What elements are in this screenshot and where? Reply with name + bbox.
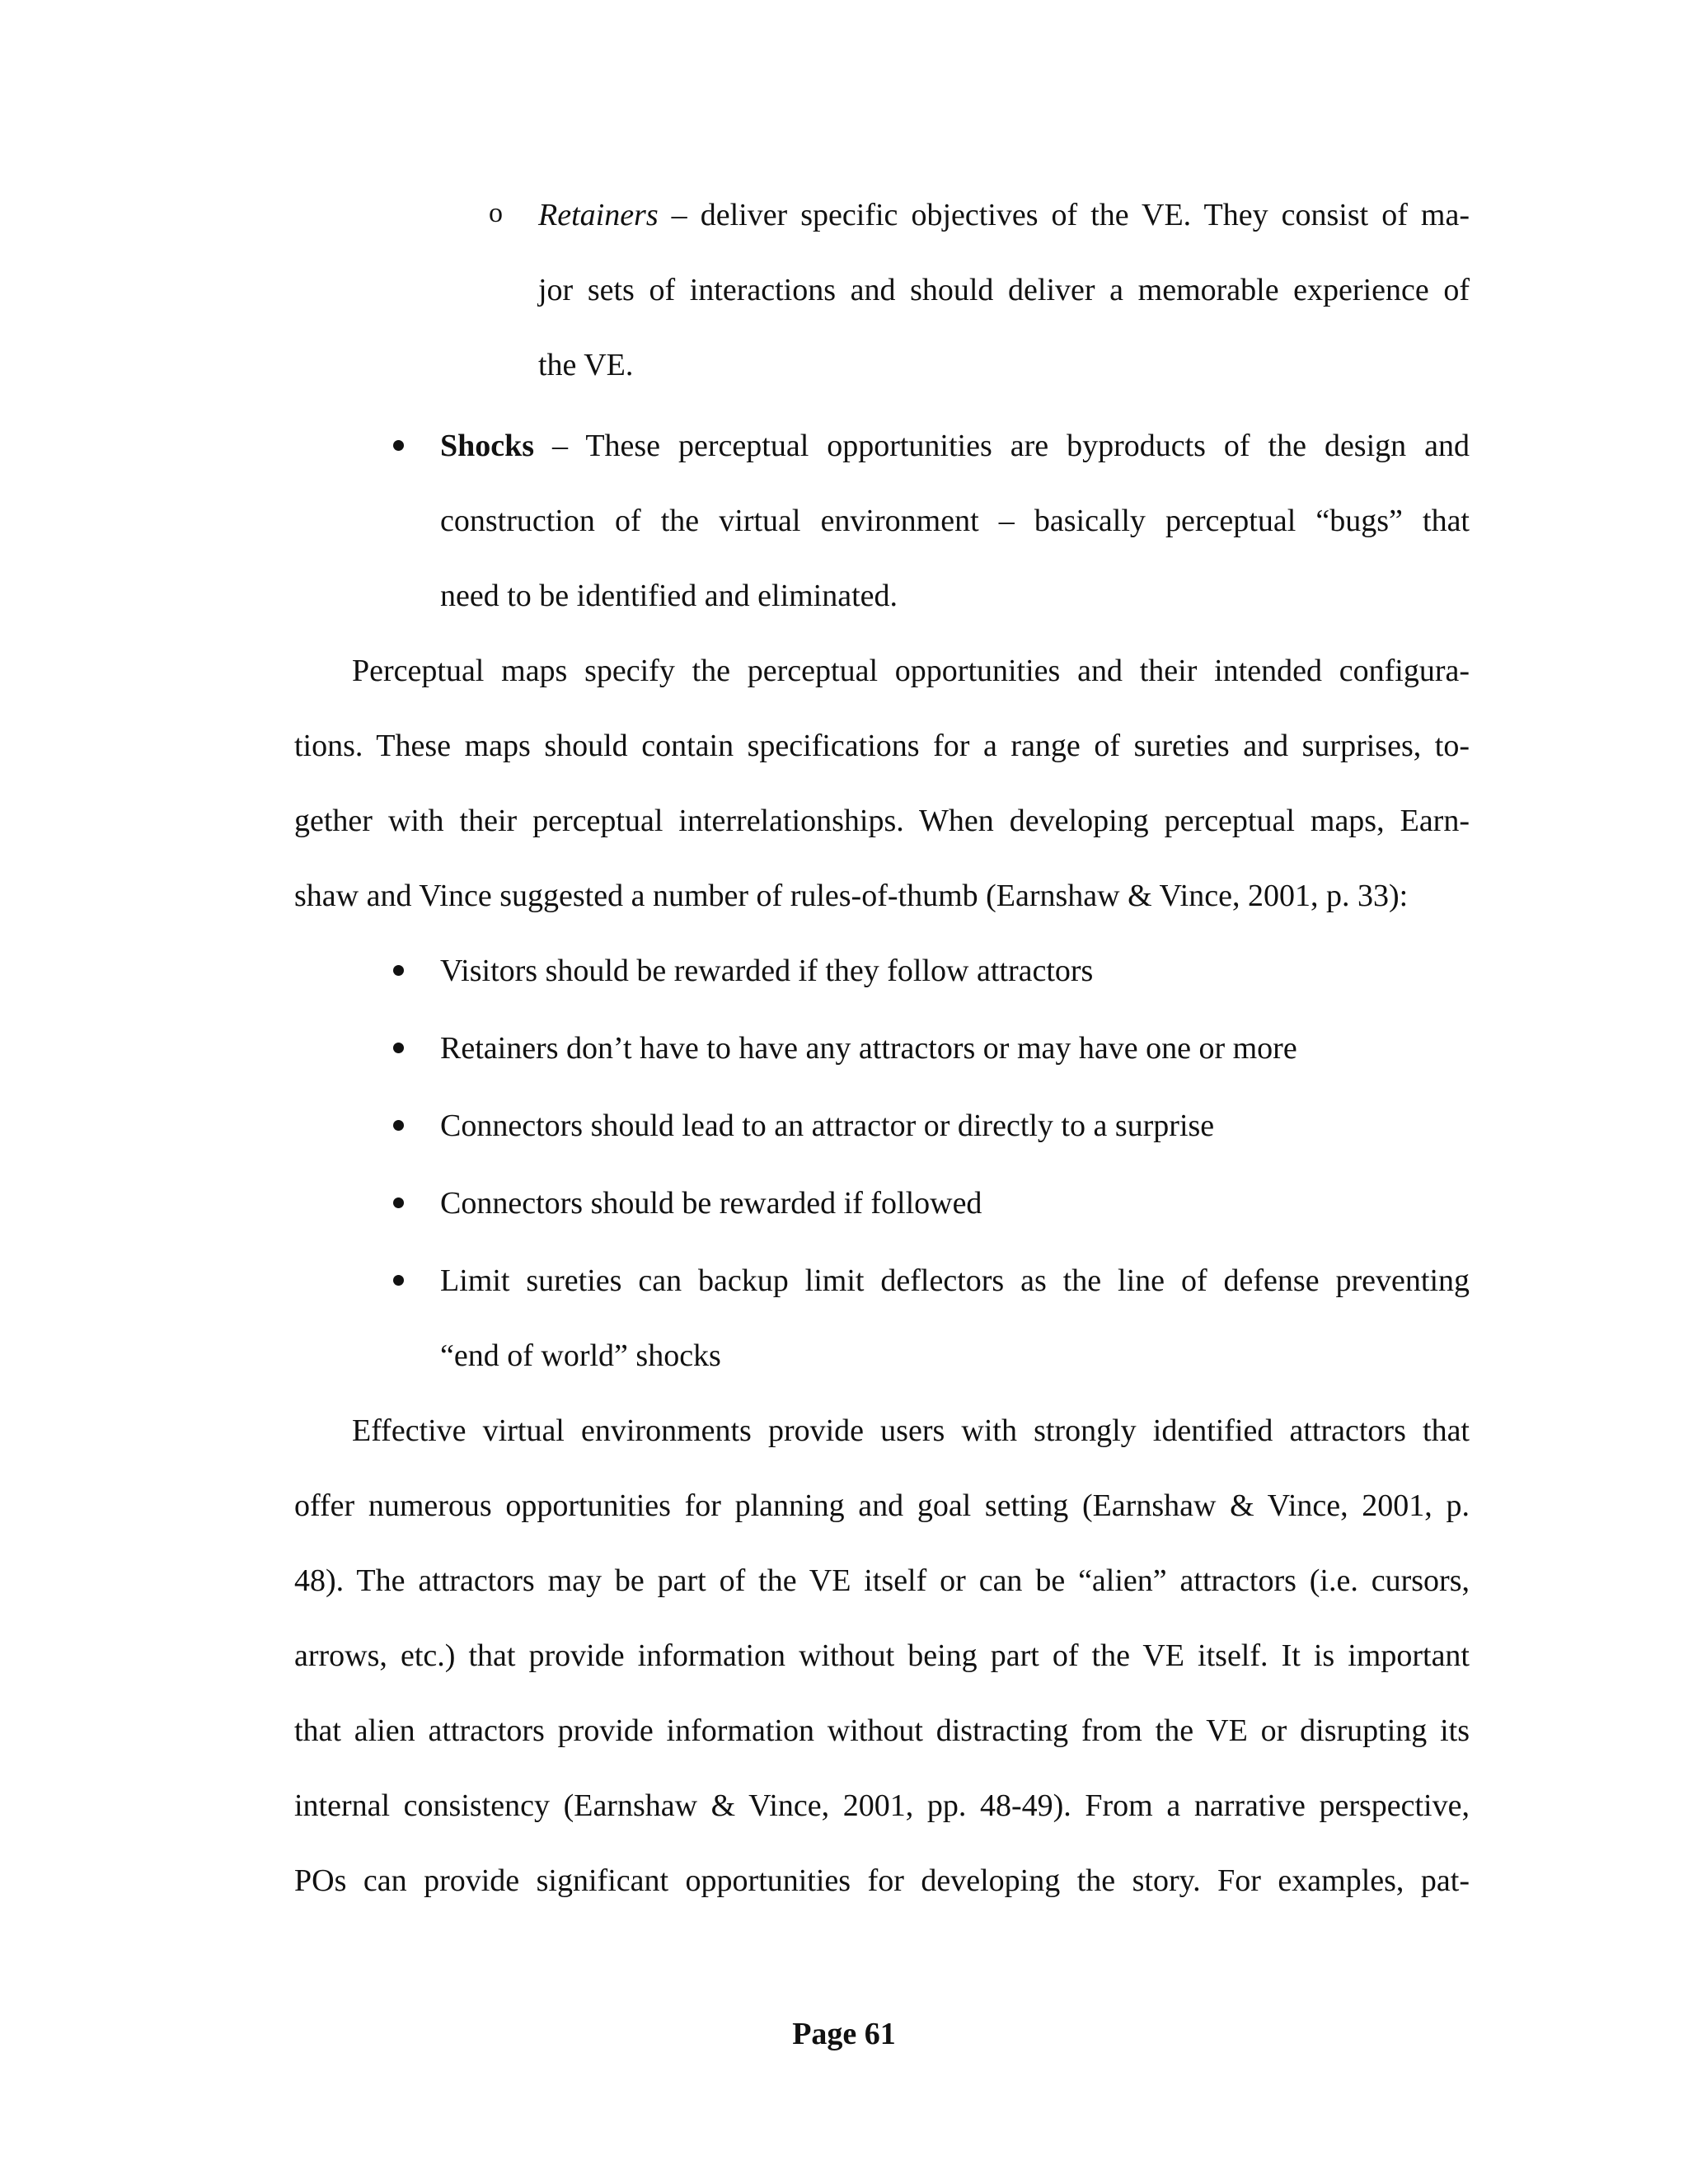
paragraph-1-line-1: Perceptual maps specify the perceptual opportunities and their intended configura- (352, 654, 1470, 688)
retainers-term: Retainers (538, 198, 659, 232)
paragraph-1-line-3: gether with their perceptual interrelationships. When developing perceptual maps, Earn- (294, 804, 1470, 838)
rule-item-1: Visitors should be rewarded if they follow attractors (440, 954, 1094, 988)
rule-item-5-line-2: “end of world” shocks (440, 1338, 721, 1373)
hollow-bullet-icon: o (489, 198, 503, 228)
shocks-line-2: construction of the virtual environment – basically perceptual “bugs” that (440, 504, 1470, 538)
paragraph-2-line-7: POs can provide significant opportunities for developing the story. For examples, pat- (294, 1863, 1470, 1898)
bullet-icon (393, 1043, 404, 1053)
bullet-icon (393, 1120, 404, 1131)
bullet-icon (393, 1197, 404, 1208)
paragraph-2-line-1: Effective virtual environments provide users with strongly identified attractors that (352, 1413, 1470, 1448)
shocks-term: Shocks (440, 429, 535, 463)
rule-item-3: Connectors should lead to an attractor or directly to a surprise (440, 1108, 1215, 1143)
shocks-line-3: need to be identified and eliminated. (440, 579, 898, 613)
shocks-text: – These perceptual opportunities are byproducts of the design and (534, 429, 1470, 463)
rule-item-4: Connectors should be rewarded if followed (440, 1186, 982, 1221)
retainers-line-3: the VE. (538, 348, 634, 382)
retainers-line-2: jor sets of interactions and should deliver a memorable experience of (538, 273, 1470, 307)
page-number: Page 61 (792, 2017, 896, 2051)
paragraph-2-line-4: arrows, etc.) that provide information without being part of the VE itself. It is important (294, 1638, 1470, 1673)
bullet-icon (393, 440, 404, 451)
bullet-icon (393, 1275, 404, 1286)
paragraph-2-line-5: that alien attractors provide information without distracting from the VE or disrupting its (294, 1713, 1470, 1748)
paragraph-1-line-2: tions. These maps should contain specifications for a range of sureties and surprises, to- (294, 729, 1470, 763)
paragraph-2-line-3: 48). The attractors may be part of the VE itself or can be “alien” attractors (i.e. cursors, (294, 1563, 1470, 1598)
bullet-icon (393, 965, 404, 976)
paragraph-1-line-4: shaw and Vince suggested a number of rules-of-thumb (Earnshaw & Vince, 2001, p. 33): (294, 879, 1409, 913)
retainers-line-1 (538, 196, 1470, 234)
shocks-line-1 (440, 427, 1470, 465)
paragraph-2-line-6: internal consistency (Earnshaw & Vince, 2001, pp. 48-49). From a narrative perspective, (294, 1788, 1470, 1823)
rule-item-5-line-1: Limit sureties can backup limit deflectors as the line of defense preventing (440, 1263, 1470, 1298)
paragraph-2-line-2: offer numerous opportunities for planning and goal setting (Earnshaw & Vince, 2001, p. (294, 1488, 1470, 1523)
rule-item-2: Retainers don’t have to have any attractors or may have one or more (440, 1031, 1297, 1066)
retainers-text: – deliver specific objectives of the VE. They consist of ma- (658, 198, 1470, 232)
